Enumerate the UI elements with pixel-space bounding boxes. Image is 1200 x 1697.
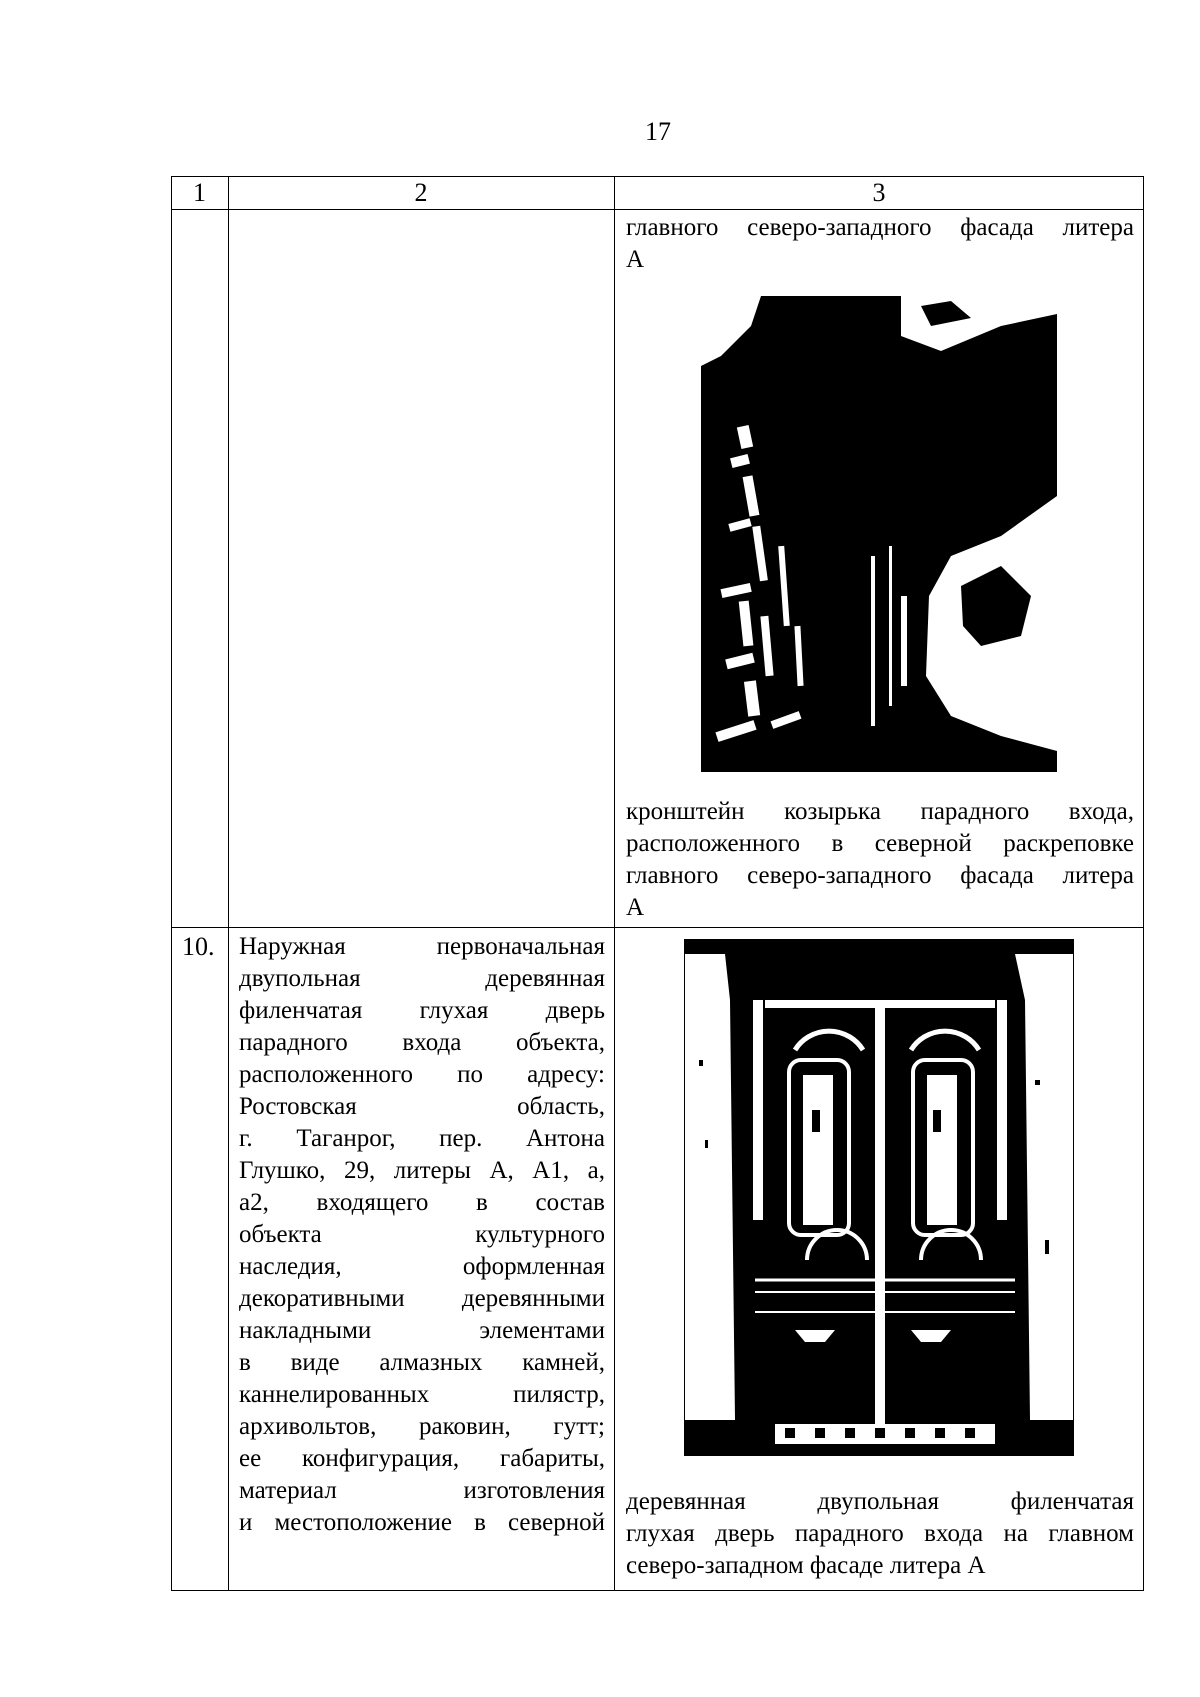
bracket-photo-image [701, 296, 1057, 772]
description-line: г. Таганрог, пер. Антона [239, 1125, 605, 1152]
description-line: материал изготовления [239, 1477, 605, 1504]
description-line: наследия, оформленная [239, 1253, 605, 1280]
caption-line: расположенного в северной раскреповке [626, 830, 1134, 857]
caption-line: северо-западном фасаде литера А [626, 1552, 986, 1579]
description-line: двупольная деревянная [239, 965, 605, 992]
header-col-1: 1 [193, 178, 206, 207]
row-number: 10. [182, 932, 215, 961]
caption-line: кронштейн козырька парадного входа, [626, 798, 1134, 825]
header-col-2: 2 [414, 178, 428, 207]
caption-door [626, 1486, 1134, 1582]
page-number: 17 [645, 117, 671, 146]
table-border-bottom [171, 1590, 1144, 1591]
description-line: накладными элементами [239, 1317, 605, 1344]
header-row-divider [171, 209, 1144, 210]
caption-line: главного северо-западного фасада литера [626, 214, 1134, 241]
door-photo-image [685, 940, 1073, 1455]
description-line: объекта культурного [239, 1221, 605, 1248]
description-line: каннелированных пилястр, [239, 1381, 605, 1408]
caption-line: деревянная двупольная филенчатая [626, 1488, 1134, 1515]
description-line: в виде алмазных камней, [239, 1349, 605, 1376]
description-line: и местоположение в северной [239, 1509, 605, 1536]
description-line: ее конфигурация, габариты, [239, 1445, 605, 1472]
caption-line: глухая дверь парадного входа на главном [626, 1520, 1134, 1547]
description-line: Глушко, 29, литеры А, А1, а, [239, 1157, 605, 1184]
bracket-photo [701, 296, 1057, 772]
description-line: декоративными деревянными [239, 1285, 605, 1312]
heritage-table [171, 176, 1144, 1591]
door-photo [684, 939, 1074, 1456]
table-border-right [1143, 176, 1144, 1591]
column-divider-2 [614, 176, 615, 1591]
header-col-3: 3 [872, 178, 886, 207]
description-line: архивольтов, раковин, гутт; [239, 1413, 605, 1440]
caption-facade-top [626, 212, 1134, 276]
caption-bracket [626, 796, 1134, 924]
table-border-left [171, 176, 172, 1591]
description-line: Наружная первоначальная [239, 933, 605, 960]
caption-line: А [626, 246, 645, 273]
row-divider [171, 927, 1144, 928]
caption-line: А [626, 894, 645, 921]
description-line: филенчатая глухая дверь [239, 997, 605, 1024]
description-line: парадного входа объекта, [239, 1029, 605, 1056]
description-line: а2, входящего в состав [239, 1189, 605, 1216]
caption-line: главного северо-западного фасада литера [626, 862, 1134, 889]
description-line: Ростовская область, [239, 1093, 605, 1120]
description-line: расположенного по адресу: [239, 1061, 605, 1088]
door-description [239, 931, 605, 1539]
column-divider-1 [228, 176, 229, 1591]
